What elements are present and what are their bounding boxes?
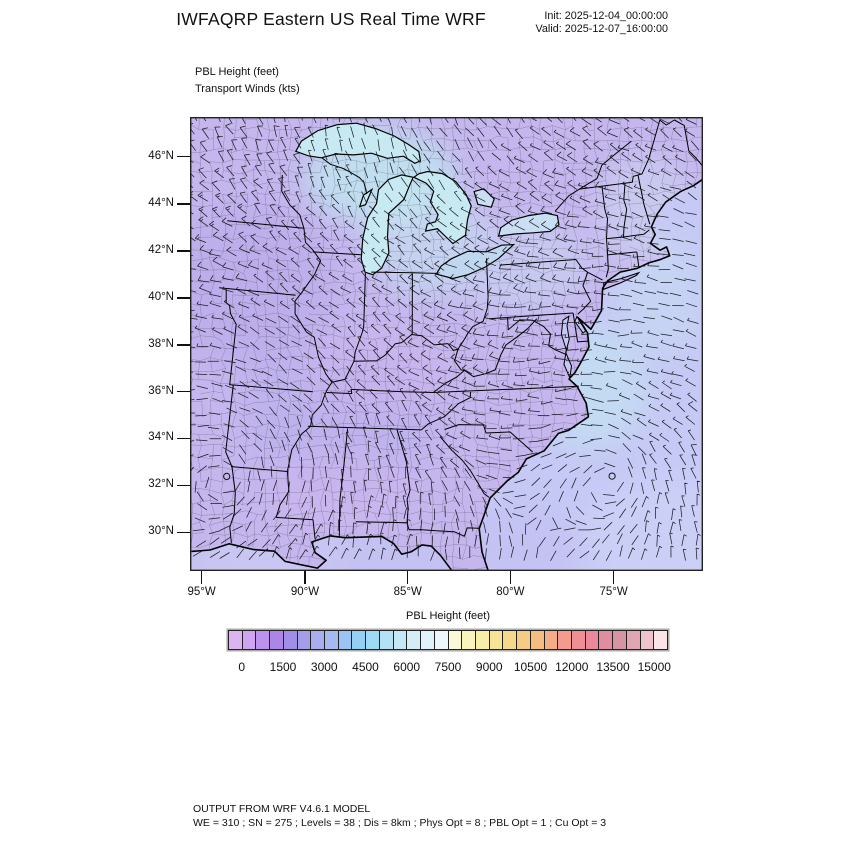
- lat-tick: [177, 344, 190, 345]
- colorbar-cell: [475, 630, 490, 650]
- footer-config-line: WE = 310 ; SN = 275 ; Levels = 38 ; Dis = 8km ; Phys Opt = 8 ; PBL Opt = 1 ; Cu Opt = 3: [193, 816, 607, 829]
- lat-tick-label: 44°N: [148, 197, 174, 210]
- colorbar-tick-label: 7500: [434, 660, 462, 674]
- lat-tick-label: 38°N: [148, 337, 174, 350]
- colorbar-cell: [420, 630, 435, 650]
- colorbar-cell: [585, 630, 600, 650]
- lat-tick-label: 30°N: [148, 525, 174, 538]
- lon-tick-label: 75°W: [599, 586, 628, 598]
- colorbar-cell: [653, 630, 668, 650]
- lat-tick-label: 32°N: [148, 478, 174, 491]
- colorbar-cell: [461, 630, 476, 650]
- footer-model-line: OUTPUT FROM WRF V4.6.1 MODEL: [193, 803, 371, 815]
- colorbar-cell: [448, 630, 463, 650]
- colorbar-cell: [502, 630, 517, 650]
- lat-tick: [177, 532, 190, 533]
- lat-tick: [177, 250, 190, 251]
- lat-tick-label: 40°N: [148, 291, 174, 304]
- colorbar-title: PBL Height (feet): [406, 610, 490, 622]
- footer: [193, 803, 606, 831]
- lat-tick: [177, 297, 190, 298]
- lon-tick: [510, 571, 511, 584]
- lon-tick-label: 80°W: [496, 586, 525, 598]
- lat-tick: [177, 203, 190, 204]
- field-label: PBL Height (feet): [195, 66, 279, 78]
- colorbar-cell: [228, 630, 243, 650]
- map-field-labels: [195, 64, 300, 97]
- colorbar-cell: [434, 630, 449, 650]
- lon-tick: [407, 571, 408, 584]
- colorbar-cell: [393, 630, 408, 650]
- colorbar-cell: [255, 630, 270, 650]
- colorbar-tick-label: 9000: [475, 660, 503, 674]
- colorbar-tick-label: 4500: [352, 660, 379, 674]
- colorbar-tick-label: 13500: [596, 660, 630, 674]
- lat-tick: [177, 391, 190, 392]
- colorbar-cell: [283, 630, 298, 650]
- colorbar-cell: [324, 630, 339, 650]
- lon-tick-label: 90°W: [290, 586, 320, 598]
- lon-tick-label: 85°W: [393, 586, 422, 598]
- lat-tick: [177, 485, 190, 486]
- colorbar-cell: [626, 630, 641, 650]
- run-info: [536, 10, 668, 36]
- colorbar-cell: [571, 630, 586, 650]
- map-plot: [190, 117, 703, 571]
- colorbar-cell: [351, 630, 366, 650]
- colorbar-cell: [489, 630, 504, 650]
- lon-tick: [613, 571, 614, 584]
- colorbar-tick-label: 1500: [269, 660, 297, 674]
- lat-tick-label: 34°N: [148, 431, 174, 444]
- page-title: IWFAQRP Eastern US Real Time WRF: [176, 9, 486, 29]
- colorbar-tick-label: 15000: [637, 660, 671, 674]
- lat-tick-label: 36°N: [148, 384, 174, 397]
- colorbar-tick-label: 12000: [555, 660, 589, 674]
- lat-tick: [177, 438, 190, 439]
- colorbar-cell: [297, 630, 312, 650]
- valid-time-label: Valid: 2025-12-07_16:00:00: [535, 23, 668, 35]
- lat-tick-label: 42°N: [148, 244, 174, 257]
- colorbar-cell: [557, 630, 572, 650]
- colorbar-cell: [530, 630, 545, 650]
- wind-label: Transport Winds (kts): [195, 82, 300, 95]
- colorbar-cell: [379, 630, 394, 650]
- lat-tick: [177, 156, 190, 157]
- colorbar-cell: [269, 630, 284, 650]
- colorbar-tick-label: 0: [238, 660, 246, 674]
- colorbar-tick-label: 10500: [513, 660, 548, 674]
- colorbar-cell: [640, 630, 655, 650]
- colorbar-tick-label: 3000: [310, 660, 338, 674]
- colorbar-cell: [544, 630, 559, 650]
- colorbar-cell: [406, 630, 421, 650]
- lon-tick: [304, 571, 305, 584]
- colorbar-cell: [338, 630, 353, 650]
- colorbar-cell: [365, 630, 380, 650]
- lat-tick-label: 46°N: [148, 149, 174, 162]
- lon-tick: [201, 571, 202, 584]
- wrf-map-canvas: [190, 117, 703, 571]
- colorbar-cell: [516, 630, 531, 650]
- colorbar-cell: [242, 630, 257, 650]
- colorbar-cell: [598, 630, 613, 650]
- colorbar-cell: [612, 630, 627, 650]
- lon-tick-label: 95°W: [187, 586, 216, 598]
- colorbar: [228, 630, 668, 650]
- init-time-label: Init: 2025-12-04_00:00:00: [544, 10, 668, 22]
- colorbar-cell: [310, 630, 325, 650]
- colorbar-tick-label: 6000: [393, 660, 421, 674]
